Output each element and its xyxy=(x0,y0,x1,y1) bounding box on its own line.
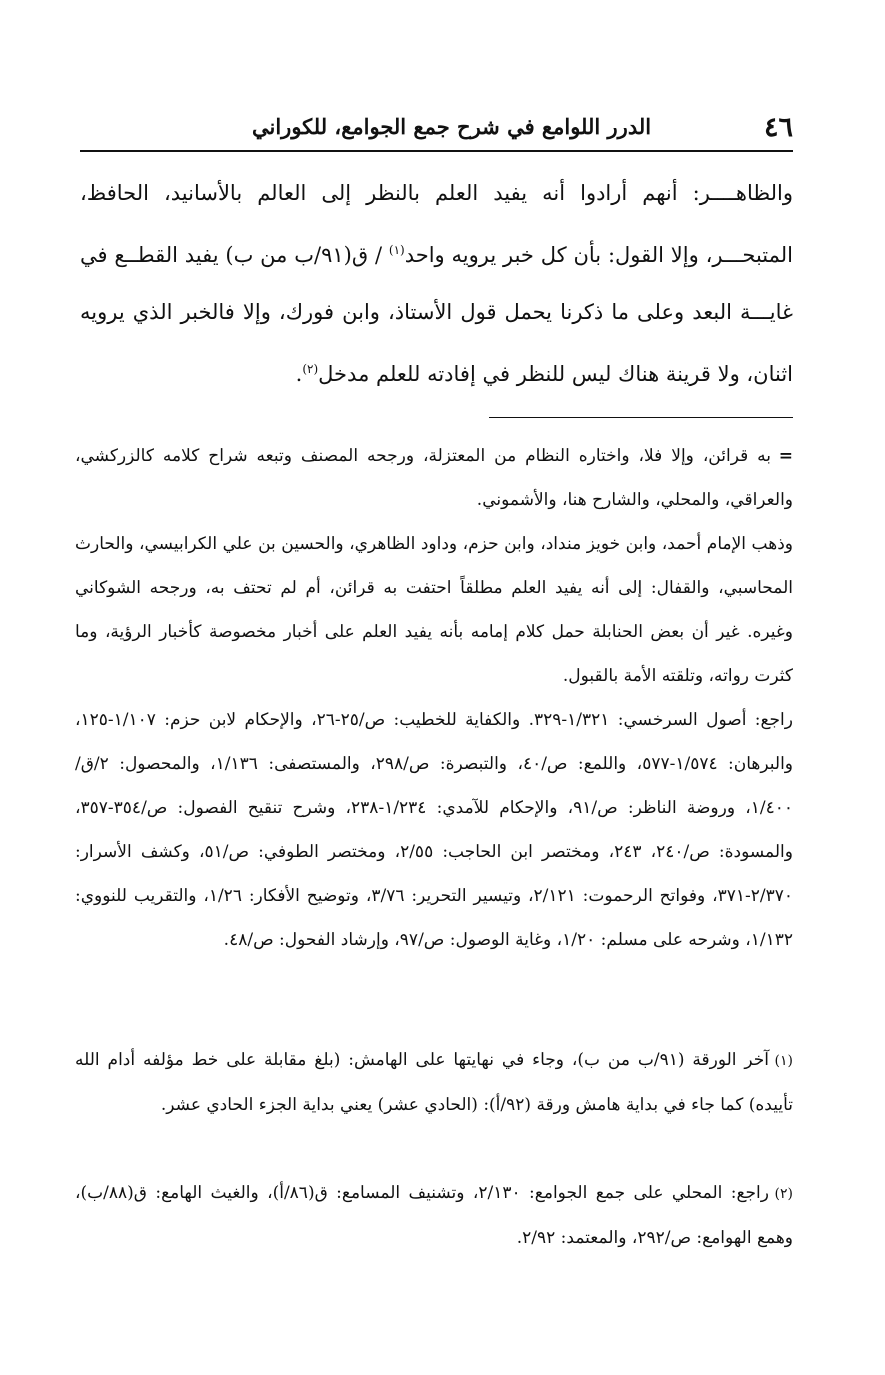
main-text-part-b: / ق(٩١/ب من ب) يفيد القطــع في غايـــة البعد وعلى ما ذكرنا يحمل قول الأستاذ، وابن فورك، وإلا فالخبر الذي يرويه اثنان، ولا قرينة هناك ليس للنظر في إفادته للعلم مدخل xyxy=(80,243,793,386)
running-title: الدرر اللوامع في شرح جمع الجوامع، للكوراني xyxy=(252,114,652,139)
continuation-mark: = xyxy=(778,446,793,466)
note-paragraph-2: وذهب الإمام أحمد، وابن خويز منداد، وابن حزم، وداود الظاهري، والحسين بن علي الكرابيسي، والحارث المحاسبي، والقفال: إلى أنه يفيد العلم مطلقاً احتفت به قرائن، أم لم تحتف به، ورجحه الشوكاني وغيره. غير أن بعض الحنابلة حمل كلام إمامه بأنه يفيد العلم على أخبار مخصوصة كأخبار الرؤية، وما كثرت رواته، وتلقته الأمة بالقبول. xyxy=(75,534,793,686)
note-text-1: به قرائن، وإلا فلا، واختاره النظام من المعتزلة، ورجحه المصنف وتبعه شراح كلامه كالزركشي، والعراقي، والمحلي، والشارح هنا، والأشموني. xyxy=(75,446,793,510)
footnote-2 xyxy=(75,1171,793,1260)
page-header xyxy=(80,110,793,152)
main-text-end: . xyxy=(295,362,303,386)
main-paragraph xyxy=(80,165,793,403)
footnote-1 xyxy=(75,1038,793,1127)
main-text-part-a: والظاهــــر: أنهم أرادوا أنه يفيد العلم بالنظر إلى العالم بالأسانيد، الحافظ، المتبحـــر، وإلا القول: بأن كل خبر يرويه واحد xyxy=(80,181,793,267)
footnote-2-text: راجع: المحلي على جمع الجوامع: ٢/١٣٠، وتشنيف المسامع: ق(٨٦/أ)، والغيث الهامع: ق(٨٨/ب)، وهمع الهوامع: ص/٢٩٢، والمعتمد: ٢/٩٢. xyxy=(75,1183,793,1248)
footnote-2-label: (٢) xyxy=(774,1186,793,1202)
footnote-separator xyxy=(489,417,793,418)
note-paragraph-1 xyxy=(75,434,793,522)
page-number: ٤٦ xyxy=(763,112,793,143)
main-text xyxy=(80,165,793,403)
note-paragraph-3: راجع: أصول السرخسي: ١/٣٢١-٣٢٩. والكفاية للخطيب: ص/٢٥-٢٦، والإحكام لابن حزم: ١/١٠٧-١٢٥، والبرهان: ١/٥٧٤-٥٧٧، واللمع: ص/٤٠، والتبصرة: ص/٢٩٨، والمستصفى: ١/١٣٦، والمحصول: ٢/ق/١/٤٠٠، وروضة الناظر: ص/٩١، والإحكام للآمدي: ١/٢٣٤-٢٣٨، وشرح تنقيح الفصول: ص/٣٥٤-٣٥٧، والمسودة: ص/٢٤٠، ٢٤٣، ومختصر ابن الحاجب: ٢/٥٥، ومختصر الطوفي: ص/٥١، وكشف الأسرار: ٢/٣٧٠-٣٧١، وفواتح الرحموت: ٢/١٢١، وتيسير التحرير: ٣/٧٦، وتوضيح الأفكار: ١/٢٦، والتقريب للنووي: ١/١٣٢، وشرحه على مسلم: ١/٢٠، وغاية الوصول: ص/٩٧، وإرشاد الفحول: ص/٤٨. xyxy=(75,710,794,950)
footnote-ref-1[interactable]: (١) xyxy=(388,243,405,257)
footnote-1-text: آخر الورقة (٩١/ب من ب)، وجاء في نهايتها على الهامش: (بلغ مقابلة على خط مؤلفه أدام الله تأييده) كما جاء في بداية هامش ورقة (٩٢/أ): (الحادي عشر) يعني بداية الجزء الحادي عشر. xyxy=(75,1050,793,1115)
footnote-ref-2[interactable]: (٢) xyxy=(302,362,319,376)
footnote-1-label: (١) xyxy=(774,1053,794,1069)
continued-footnote xyxy=(75,434,793,962)
